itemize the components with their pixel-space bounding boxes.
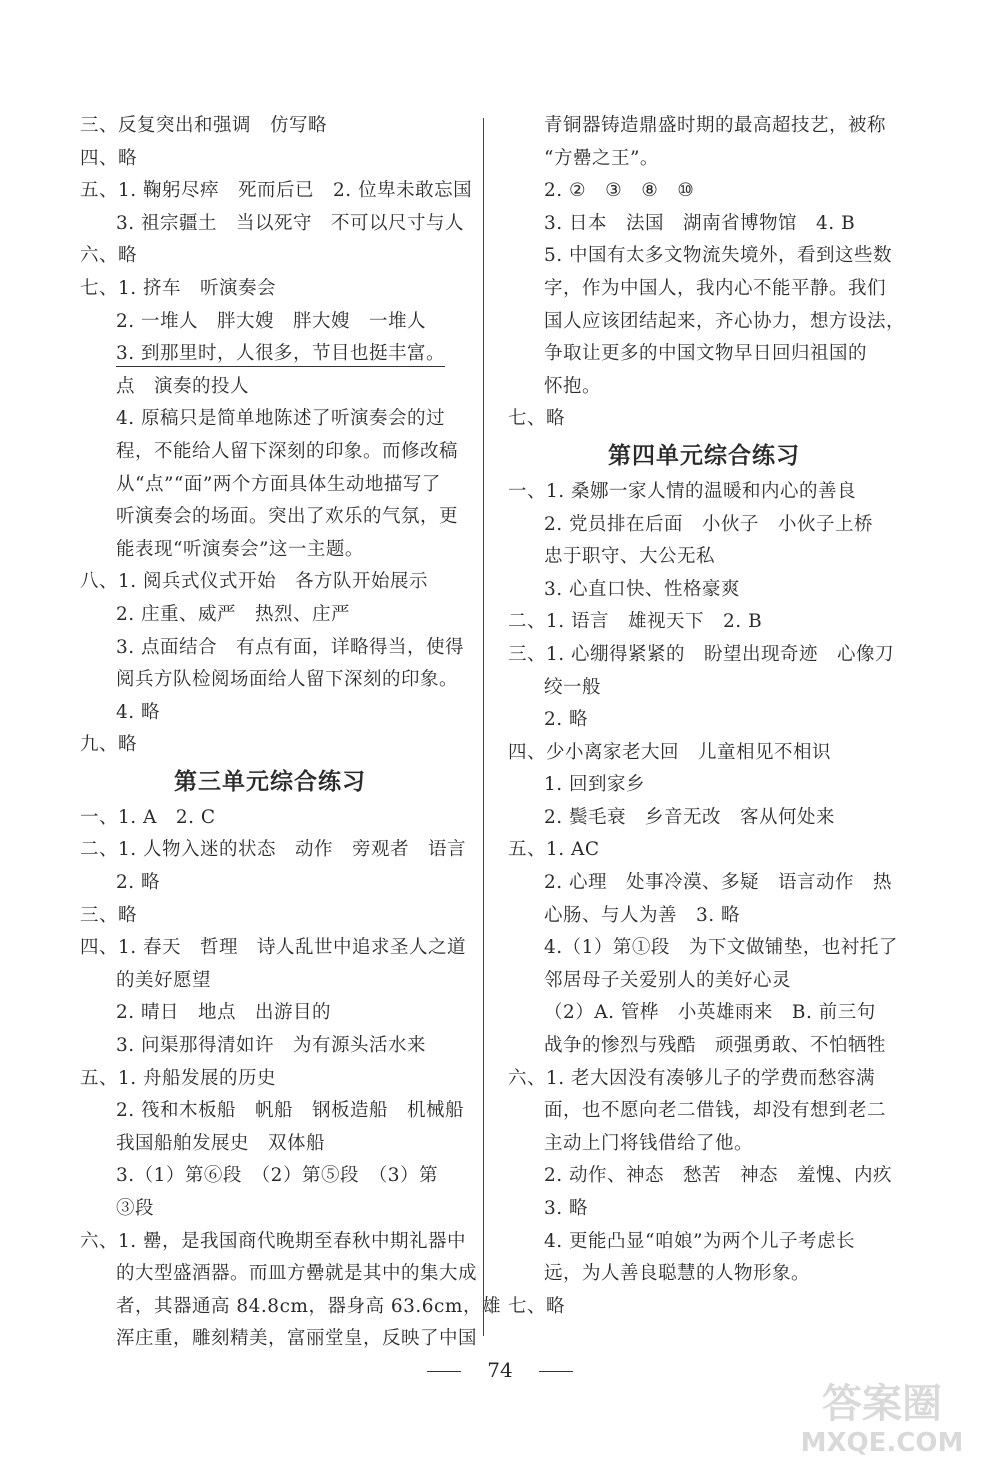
answer-line: 忠于职守、大公无私 bbox=[544, 546, 716, 568]
answer-line: 三、反复突出和强调 仿写略 bbox=[80, 115, 328, 136]
answer-line: 2. ② ③ ⑧ ⑩ bbox=[544, 180, 695, 202]
answer-line: 3. 祖宗疆土 当以死守 不可以尺寸与人 bbox=[116, 212, 465, 234]
answer-line: 能表现“听演奏会”这一主题。 bbox=[116, 538, 364, 560]
answer-line: 者，其器通高 84.8cm，器身高 63.6cm，雄 bbox=[116, 1295, 501, 1317]
answer-line: 3. 略 bbox=[544, 1198, 589, 1219]
watermark-text: 答案圈 bbox=[822, 1381, 942, 1427]
answer-line: 主动上门将钱借给了他。 bbox=[544, 1132, 754, 1154]
answer-line: 三、1. 心绷得紧紧的 盼望出现奇迹 心像刀 bbox=[508, 643, 895, 665]
answer-line: 一、1. 桑娜一家人情的温暖和内心的善良 bbox=[508, 480, 857, 502]
answer-line: 2. 党员排在后面 小伙子 小伙子上桥 bbox=[544, 513, 874, 535]
answer-line: 4. 更能凸显“咱娘”为两个儿子考虑长 bbox=[544, 1230, 855, 1252]
page-number-text: 74 bbox=[487, 1358, 513, 1382]
answer-line: 4. 原稿只是简单地陈述了听演奏会的过 bbox=[116, 408, 446, 430]
column-divider bbox=[483, 118, 484, 1336]
answer-line: 二、1. 人物入迷的状态 动作 旁观者 语言 bbox=[80, 839, 467, 861]
answer-line: 四、1. 春天 哲理 诗人乱世中追求圣人之道 bbox=[80, 937, 467, 959]
answer-line: 的大型盛酒器。而皿方罍就是其中的集大成 bbox=[116, 1263, 478, 1285]
answer-line: 五、1. AC bbox=[508, 839, 600, 861]
answer-line: 5. 中国有太多文物流失境外，看到这些数 bbox=[544, 245, 893, 267]
answer-line: 2. 晴日 地点 出游目的 bbox=[116, 1002, 332, 1024]
answer-line: 3. 点面结合 有点有面，详略得当，使得 bbox=[116, 636, 465, 658]
answer-line: 争取让更多的中国文物早日回归祖国的 bbox=[544, 343, 868, 365]
answer-line: 八、1. 阅兵式仪式开始 各方队开始展示 bbox=[80, 571, 429, 593]
answer-line: “方罍之王”。 bbox=[544, 147, 659, 169]
answer-line: 3. 日本 法国 湖南省博物馆 4. B bbox=[544, 212, 856, 234]
section-heading: 第三单元综合练习 bbox=[174, 768, 366, 795]
answer-line: 3.（1）第⑥段 （2）第⑤段 （3）第 bbox=[116, 1165, 438, 1187]
watermark-logo bbox=[782, 1373, 982, 1459]
answer-line: 五、1. 鞠躬尽瘁 死而后已 2. 位卑未敢忘国 bbox=[80, 180, 473, 202]
section-heading: 第四单元综合练习 bbox=[608, 442, 800, 469]
answer-line: 2. 庄重、威严 热烈、庄严 bbox=[116, 603, 351, 625]
answer-line: 点 演奏的投人 bbox=[116, 375, 250, 397]
answer-line: 1. 回到家乡 bbox=[544, 774, 646, 796]
answer-line: 的美好愿望 bbox=[116, 969, 212, 991]
answer-line: 远，为人善良聪慧的人物形象。 bbox=[544, 1263, 811, 1285]
answer-line: 4.（1）第①段 为下文做铺垫，也衬托了 bbox=[544, 937, 898, 959]
answer-line: 4. 略 bbox=[116, 701, 161, 723]
answer-line: 六、略 bbox=[80, 245, 138, 267]
answer-line: 程，不能给人留下深刻的印象。而修改稿 bbox=[116, 440, 459, 462]
answer-line: 浑庄重，雕刻精美，富丽堂皇，反映了中国 bbox=[116, 1328, 478, 1350]
answer-line: 四、少小离家老大回 儿童相见不相识 bbox=[508, 741, 832, 763]
answer-line: 三、略 bbox=[80, 904, 138, 926]
answer-line: 2. 略 bbox=[116, 872, 161, 894]
answer-line bbox=[80, 338, 460, 371]
answer-line: 二、1. 语言 雄视天下 2. B bbox=[508, 611, 763, 633]
right-column bbox=[508, 110, 906, 1323]
answer-line: 从“点”“面”两个方面具体生动地描写了 bbox=[116, 473, 441, 495]
answer-line: 2. 心理 处事冷漠、多疑 语言动作 热 bbox=[544, 872, 893, 894]
answer-line: 绞一般 bbox=[544, 676, 602, 698]
dash-right bbox=[539, 1371, 573, 1372]
answer-line: 2. 动作、神态 愁苦 神态 羞愧、内疚 bbox=[544, 1165, 893, 1187]
answer-line: 一、1. A 2. C bbox=[80, 806, 216, 828]
watermark-site: MXQE.COM bbox=[800, 1428, 964, 1458]
answer-line: （2）A. 管桦 小英雄雨来 B. 前三句 bbox=[544, 1002, 876, 1024]
dash-left bbox=[427, 1371, 461, 1372]
answer-line: 七、略 bbox=[508, 408, 566, 430]
answer-line: 七、1. 挤车 听演奏会 bbox=[80, 277, 277, 299]
left-column bbox=[80, 110, 501, 1356]
answer-line: 2. 略 bbox=[544, 709, 589, 731]
answer-line: ③段 bbox=[116, 1198, 155, 1219]
answer-line: 2. 鬓毛衰 乡音无改 客从何处来 bbox=[544, 806, 836, 828]
answer-line: 3. 心直口快、性格豪爽 bbox=[544, 578, 741, 600]
answer-line: 四、略 bbox=[80, 147, 138, 169]
answer-line: 六、1. 罍，是我国商代晚期至春秋中期礼器中 bbox=[80, 1230, 467, 1252]
answer-line: 心肠、与人为善 3. 略 bbox=[544, 904, 741, 926]
answer-line: 五、1. 舟船发展的历史 bbox=[80, 1067, 277, 1089]
answer-line: 怀抱。 bbox=[544, 375, 602, 397]
answer-line: 听演奏会的场面。突出了欢乐的气氛，更 bbox=[116, 506, 459, 528]
answer-line: 2. 一堆人 胖大嫂 胖大嫂 一堆人 bbox=[116, 310, 427, 332]
answer-line: 2. 筏和木板船 帆船 钢板造船 机械船 bbox=[116, 1100, 465, 1122]
answer-line: 国人应该团结起来，齐心协力，想方设法， bbox=[544, 310, 906, 332]
answer-line: 邻居母子关爱别人的美好心灵 bbox=[544, 969, 792, 991]
underlined-text: 3. 到那里时，人很多，节目也挺丰富。 bbox=[116, 343, 445, 367]
answer-line: 3. 问渠那得清如许 为有源头活水来 bbox=[116, 1035, 427, 1057]
answer-line: 阅兵方队检阅场面给人留下深刻的印象。 bbox=[116, 669, 459, 691]
answer-line: 九、略 bbox=[80, 734, 138, 756]
answer-line: 面，也不愿向老二借钱，却没有想到老二 bbox=[544, 1100, 887, 1122]
answer-line: 战争的惨烈与残酷 顽强勇敢、不怕牺牲 bbox=[544, 1035, 887, 1057]
answer-line: 字，作为中国人，我内心不能平静。我们 bbox=[544, 277, 887, 299]
answer-line: 我国船舶发展史 双体船 bbox=[116, 1132, 326, 1154]
answer-line: 六、1. 老大因没有凑够儿子的学费而愁容满 bbox=[508, 1067, 876, 1089]
answer-line: 青铜器铸造鼎盛时期的最高超技艺，被称 bbox=[544, 115, 887, 136]
answer-line: 七、略 bbox=[508, 1295, 566, 1317]
